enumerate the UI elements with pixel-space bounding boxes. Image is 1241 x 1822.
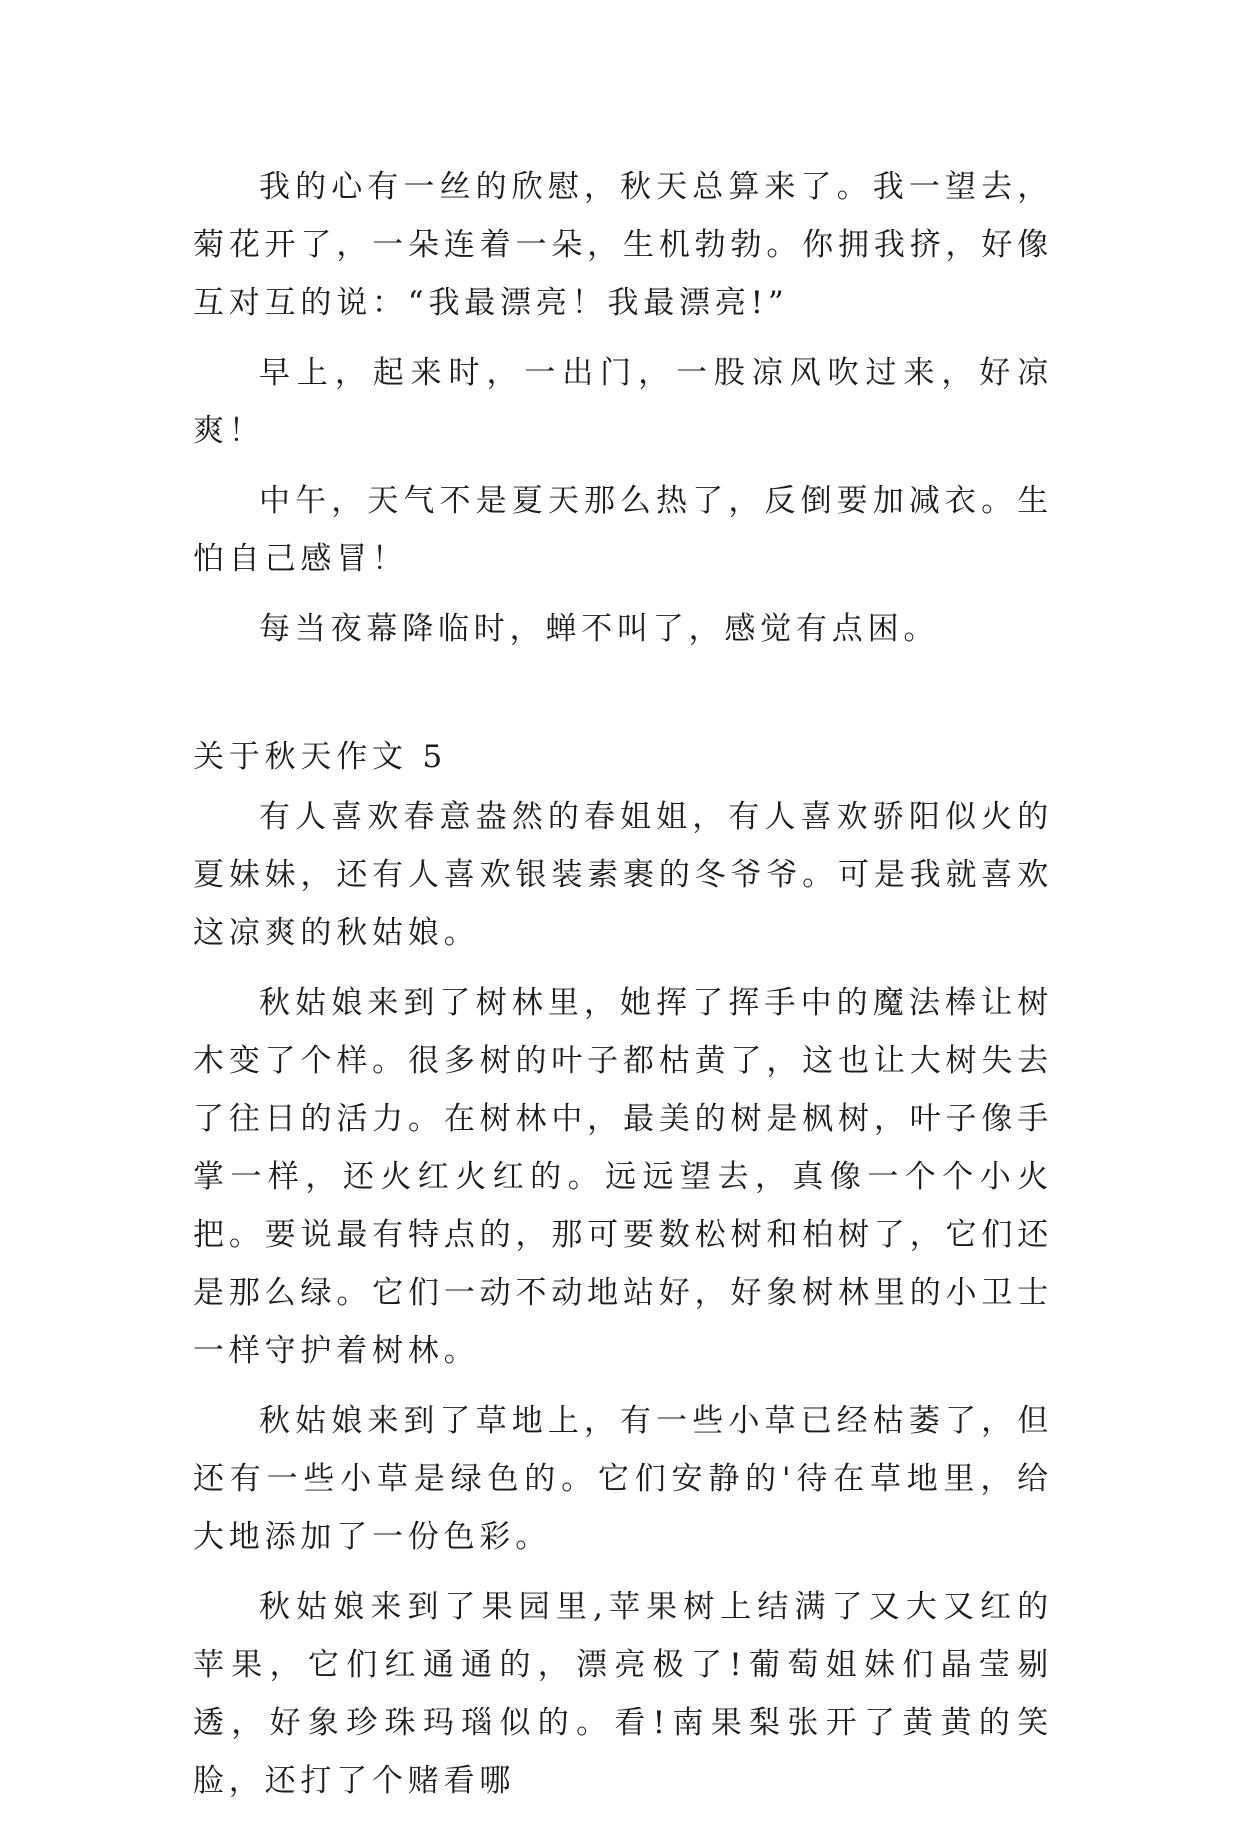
paragraph: 我的心有一丝的欣慰，秋天总算来了。我一望去，菊花开了，一朵连着一朵，生机勃勃。你拥我挤，好像互对互的说：“我最漂亮！我最漂亮!” — [193, 169, 1053, 321]
paragraph: 有人喜欢春意盎然的春姐姐，有人喜欢骄阳似火的夏妹妹，还有人喜欢银装素裹的冬爷爷。可是我就喜欢这凉爽的秋姑娘。 — [193, 799, 1053, 951]
document-body — [193, 158, 1053, 1822]
section-title: 关于秋天作文 5 — [193, 739, 447, 775]
paragraph: 中午，天气不是夏天那么热了，反倒要加减衣。生怕自己感冒！ — [193, 483, 1053, 577]
paragraph: 秋姑娘来到了果园里,苹果树上结满了又大又红的苹果，它们红通通的，漂亮极了!葡萄姐妹们晶莹剔透，好象珍珠玛瑙似的。看!南果梨张开了黄黄的笑脸，还打了个赌看哪 — [193, 1589, 1053, 1799]
paragraph: 秋姑娘来到了草地上，有一些小草已经枯萎了，但还有一些小草是绿色的。它们安静的'待在草地里，给大地添加了一份色彩。 — [193, 1403, 1053, 1555]
paragraph: 早上，起来时，一出门，一股凉风吹过来，好凉爽！ — [193, 355, 1053, 449]
paragraph: 每当夜幕降临时，蝉不叫了，感觉有点困。 — [259, 611, 940, 647]
section-spacer — [193, 670, 1053, 728]
paragraph: 秋姑娘来到了树林里，她挥了挥手中的魔法棒让树木变了个样。很多树的叶子都枯黄了，这也让大树失去了往日的活力。在树林中，最美的树是枫树，叶子像手掌一样，还火红火红的。远远望去，真像一个个小火把。要说最有特点的，那可要数松树和柏树了，它们还是那么绿。它们一动不动地站好，好象树林里的小卫士一样守护着树林。 — [193, 985, 1053, 1369]
